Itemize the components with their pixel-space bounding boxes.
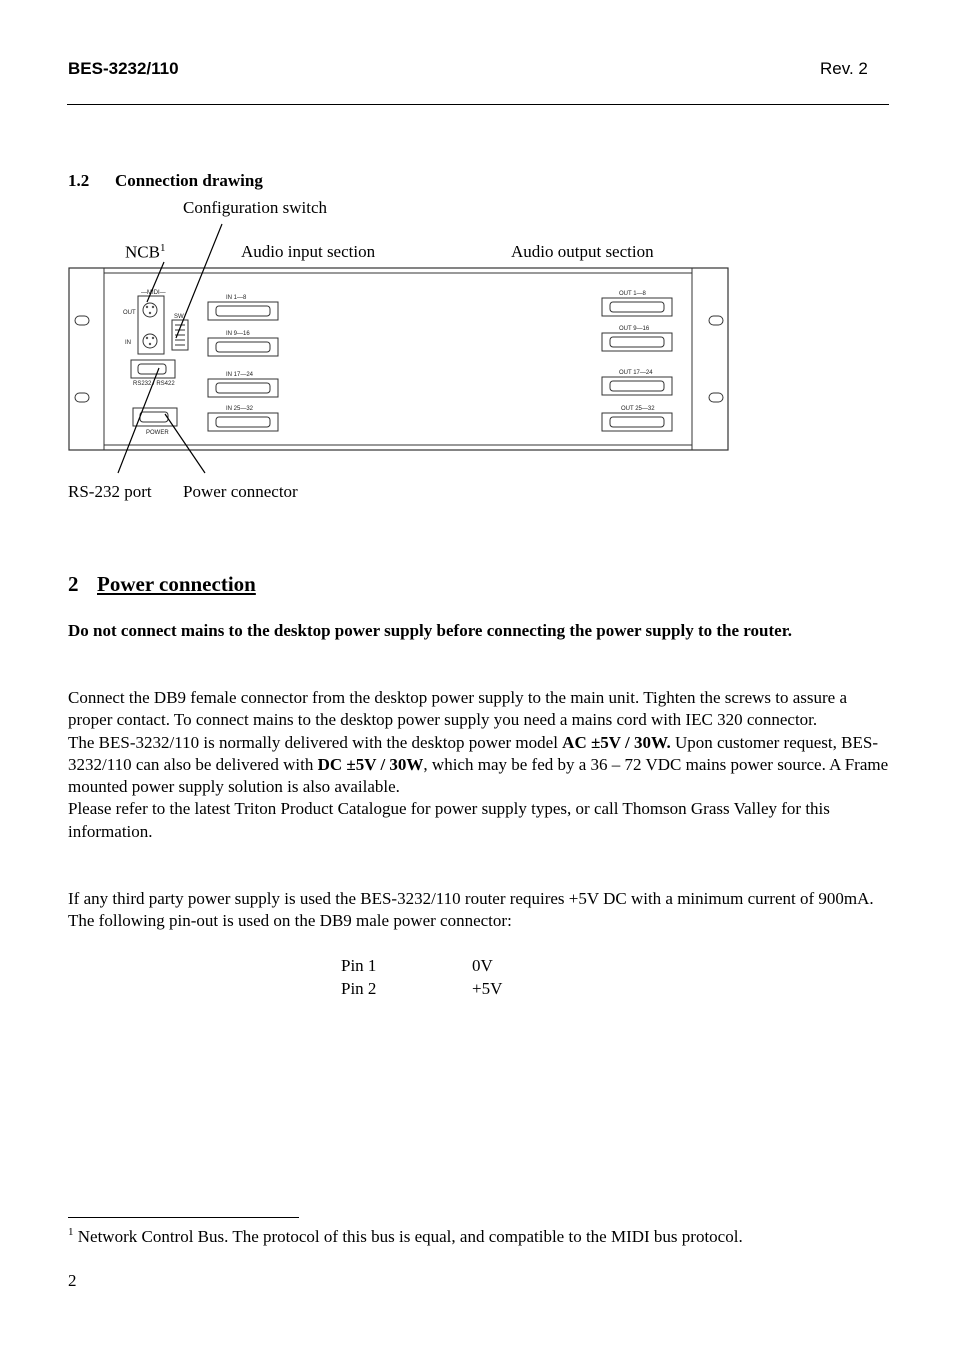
footnote — [68, 1226, 743, 1247]
panel-out-25-32-text: OUT 25—32 — [621, 406, 655, 412]
revision-label: Rev. 2 — [820, 59, 868, 78]
footnote-rule — [68, 1217, 299, 1218]
rs232-port-label: RS-232 port — [68, 482, 152, 501]
power-paragraph — [68, 687, 890, 843]
document-id: BES-3232/110 — [68, 59, 179, 78]
section-2-number: 2 — [68, 572, 79, 596]
audio-input-label: Audio input section — [241, 242, 376, 261]
footnote-text: Network Control Bus. The protocol of this bus is equal, and compatible to the MIDI bus protocol. — [77, 1227, 743, 1246]
panel-sw-text: SW — [174, 314, 184, 320]
panel-out-9-16-text: OUT 9—16 — [619, 326, 650, 332]
third-party-paragraph: If any third party power supply is used the BES-3232/110 router requires +5V DC with a minimum current of 900mA. The following pin-out is used on the DB9 male power connector: — [68, 889, 874, 931]
pin-2-label: Pin 2 — [341, 979, 377, 998]
panel-in-25-32-text: IN 25—32 — [226, 406, 254, 412]
page-number: 2 — [68, 1271, 77, 1290]
panel-in-17-24-text: IN 17—24 — [226, 372, 254, 378]
para-catalogue: Please refer to the latest Triton Product Catalogue for power supply types, or call Thomson Grass Valley for this information. — [68, 799, 830, 841]
connection-drawing — [0, 0, 954, 520]
panel-power-text: POWER — [146, 430, 169, 436]
footnote-number: 1 — [68, 1226, 74, 1238]
warning-text: Do not connect mains to the desktop power supply before connecting the power supply to the router. — [68, 621, 792, 640]
power-connector-label: Power connector — [183, 482, 298, 501]
footnote-ref: 1 — [159, 242, 166, 254]
section-number: 1.2 — [68, 171, 90, 190]
ac-model: AC ±5V / 30W. — [562, 732, 671, 752]
panel-out-text: OUT — [123, 310, 136, 316]
para-delivery: The BES-3232/110 is normally delivered with the desktop power model AC ±5V / 30W. Upon customer request, BES-3232/110 can also be delivered with DC ±5V / 30W, which may be fed by a 36 – 72 VDC mains power source. A Frame mounted power supply solution is also available. — [68, 732, 889, 797]
ncb-label: NCB$^1$ — [125, 242, 166, 262]
section-title: Connection drawing — [115, 171, 263, 190]
panel-midi-text: —MIDI— — [141, 290, 166, 296]
pin-1-value: 0V — [472, 956, 493, 975]
panel-in-9-16-text: IN 9—16 — [226, 331, 250, 337]
audio-output-label: Audio output section — [511, 242, 654, 261]
config-switch-label: Configuration switch — [183, 198, 328, 217]
dc-model: DC ±5V / 30W — [317, 754, 424, 774]
pin-2-value: +5V — [472, 979, 503, 998]
section-2-title: Power connection — [97, 572, 256, 596]
panel-in-1-8-text: IN 1—8 — [226, 295, 247, 301]
para-connect: Connect the DB9 female connector from the desktop power supply to the main unit. Tighten the screws to assure a proper contact. To connect mains to the desktop power supply you need a mains cord with IEC 320 connector. — [68, 688, 848, 730]
panel-rs-text: RS232 / RS422 — [133, 381, 175, 387]
panel-in-text: IN — [125, 340, 131, 346]
panel-out-17-24-text: OUT 17—24 — [619, 370, 653, 376]
pin-1-label: Pin 1 — [341, 956, 377, 975]
panel-out-1-8-text: OUT 1—8 — [619, 291, 646, 297]
